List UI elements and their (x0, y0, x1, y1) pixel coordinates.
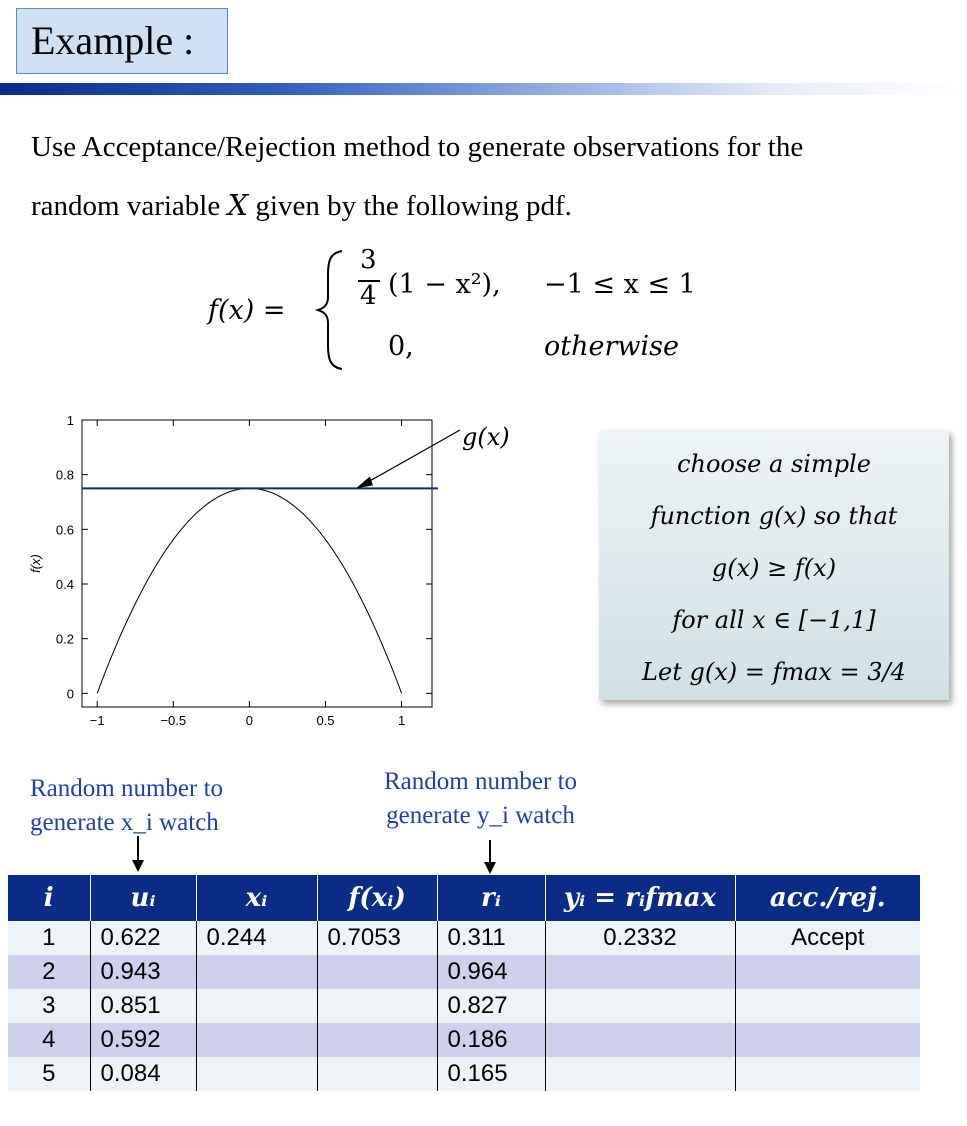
label-random-y-line-2: generate y_i watch (386, 802, 575, 829)
cell-y (545, 989, 735, 1023)
cell-acc-rej (735, 955, 920, 989)
cell-r: 0.311 (437, 921, 545, 955)
cell-u: 0.851 (90, 989, 196, 1023)
case-1-expression: (1 − x²), (388, 269, 501, 300)
fraction-denominator: 4 (360, 281, 377, 311)
title-underline-bar (0, 83, 967, 95)
pdf-formula (200, 245, 760, 375)
pdf-curve (97, 488, 401, 693)
note-line-5: Let g(x) = fmax = 3/4 (642, 658, 906, 686)
label-random-x-line-1: Random number to (30, 775, 224, 802)
plot-frame (82, 420, 432, 707)
header-x: xᵢ (196, 875, 317, 921)
cell-acc-rej (735, 1057, 920, 1091)
cell-u: 0.084 (90, 1057, 196, 1091)
x-tick-label: 0 (245, 713, 254, 728)
cell-r: 0.165 (437, 1057, 545, 1091)
y-tick-label: 0.2 (55, 631, 74, 647)
label-random-y-line-1: Random number to (384, 768, 578, 795)
table-row (8, 921, 920, 955)
intro-variable: X (227, 188, 249, 222)
pdf-plot (0, 400, 560, 740)
header-acc-rej: acc./rej. (735, 875, 920, 921)
cell-i: 1 (8, 921, 90, 955)
formula-brace (310, 245, 350, 375)
cell-x (196, 1023, 317, 1057)
cell-i: 2 (8, 955, 90, 989)
cell-u: 0.622 (90, 921, 196, 955)
cell-u: 0.943 (90, 955, 196, 989)
cell-y (545, 955, 735, 989)
cell-fx (317, 955, 437, 989)
table-header-row (8, 875, 920, 921)
cell-fx: 0.7053 (317, 921, 437, 955)
cell-y: 0.2332 (545, 921, 735, 955)
annotation-arrow (364, 430, 460, 484)
header-u: uᵢ (90, 875, 196, 921)
y-axis-label: f(x) (28, 554, 43, 573)
x-tick-label: 1 (397, 713, 406, 728)
cell-acc-rej (735, 1023, 920, 1057)
note-line-3: g(x) ≥ f(x) (711, 554, 837, 582)
cell-r: 0.186 (437, 1023, 545, 1057)
note-box (599, 430, 949, 700)
annotation-label: g(x) (462, 423, 510, 451)
intro-line-2 (31, 176, 931, 235)
table-row (8, 989, 920, 1023)
label-random-x-line-2: generate x_i watch (30, 809, 219, 836)
cell-i: 3 (8, 989, 90, 1023)
results-table (8, 875, 920, 1091)
cell-x (196, 989, 317, 1023)
down-arrow-icon (130, 836, 146, 874)
x-tick-label: −1 (89, 713, 105, 728)
cell-y (545, 1023, 735, 1057)
cell-r: 0.964 (437, 955, 545, 989)
cell-i: 4 (8, 1023, 90, 1057)
arrow-head-icon (356, 476, 373, 488)
cell-fx (317, 1023, 437, 1057)
table-row (8, 955, 920, 989)
cell-fx (317, 989, 437, 1023)
cell-r: 0.827 (437, 989, 545, 1023)
intro-line-1: Use Acceptance/Rejection method to generate observations for the (31, 131, 804, 163)
formula-lhs: f(x) = (208, 295, 286, 326)
header-y: yᵢ = rᵢfmax (545, 875, 735, 921)
label-random-y (384, 765, 577, 833)
y-tick-label: 0.8 (55, 467, 74, 483)
header-r: rᵢ (437, 875, 545, 921)
case-2-expression: 0, (388, 331, 414, 362)
y-tick-label: 0.6 (55, 522, 74, 538)
cell-x (196, 955, 317, 989)
cell-acc-rej (735, 989, 920, 1023)
table-row (8, 1023, 920, 1057)
x-tick-label: 0.5 (316, 713, 335, 728)
note-line-4: for all x ∈ [−1,1] (672, 606, 876, 634)
cell-y (545, 1057, 735, 1091)
cell-x (196, 1057, 317, 1091)
y-tick-label: 0.4 (55, 577, 74, 592)
cell-acc-rej: Accept (735, 921, 920, 955)
note-line-2: function g(x) so that (650, 502, 898, 530)
fraction-numerator: 3 (360, 245, 377, 275)
intro-text (31, 118, 931, 235)
note-line-1: choose a simple (677, 450, 871, 478)
down-arrow-icon (482, 840, 498, 876)
table-row (8, 1057, 920, 1091)
cell-x: 0.244 (196, 921, 317, 955)
header-i: i (8, 875, 90, 921)
case-1-condition: −1 ≤ x ≤ 1 (544, 269, 696, 300)
cell-i: 5 (8, 1057, 90, 1091)
header-fx: f(xᵢ) (317, 875, 437, 921)
intro-line-2-prefix: random variable (31, 190, 228, 222)
y-tick-label: 0 (66, 686, 74, 702)
y-tick-label: 1 (66, 413, 74, 428)
x-tick-label: −0.5 (160, 713, 187, 728)
cell-fx (317, 1057, 437, 1091)
intro-line-2-suffix: given by the following pdf. (248, 190, 572, 222)
case-2-condition: otherwise (544, 331, 679, 362)
label-random-x (30, 772, 223, 840)
slide-title: Example : (16, 8, 228, 74)
cell-u: 0.592 (90, 1023, 196, 1057)
